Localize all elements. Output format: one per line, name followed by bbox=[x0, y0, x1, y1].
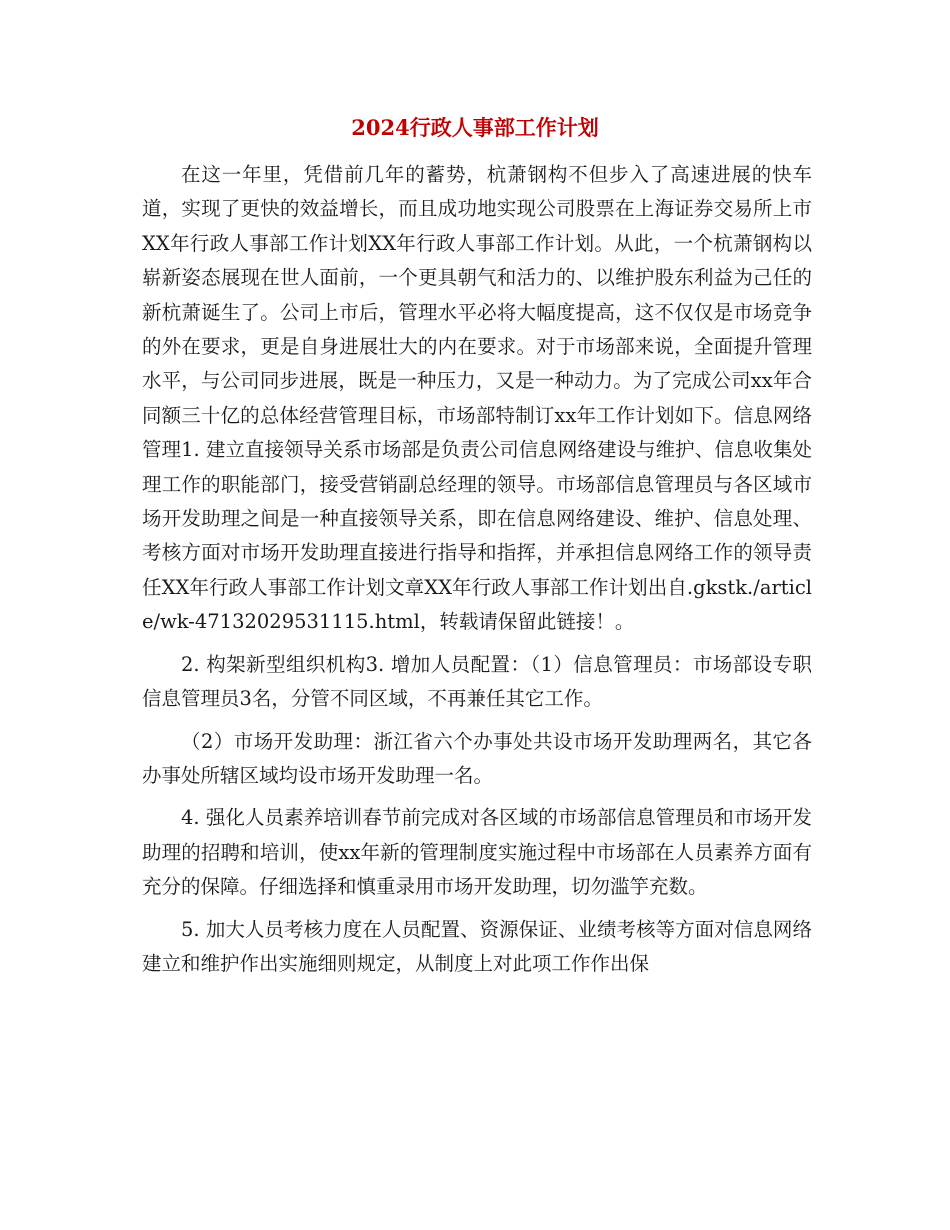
paragraph-market-assistant: （2）市场开发助理：浙江省六个办事处共设市场开发助理两名，其它各办事处所辖区域均设市场开发助理一名。 bbox=[142, 729, 812, 787]
paragraph-assessment: 5. 加大人员考核力度在人员配置、资源保证、业绩考核等方面对信息网络建立和维护作出实施细则规定，从制度上对此项工作作出保 bbox=[142, 917, 812, 975]
paragraph-training: 4. 强化人员素养培训春节前完成对各区域的市场部信息管理员和市场开发助理的招聘和培训，使xx年新的管理制度实施过程中市场部在人员素养方面有充分的保障。仔细选择和慎重录用市场开发助理，切勿滥竽充数。 bbox=[142, 806, 812, 899]
paragraph-intro: 在这一年里，凭借前几年的蓄势，杭萧钢构不但步入了高速进展的快车道，实现了更快的效益增长，而且成功地实现公司股票在上海证券交易所上市XX年行政人事部工作计划XX年行政人事部工作计划。从此，一个杭萧钢构以崭新姿态展现在世人面前，一个更具朝气和活力的、以维护股东利益为己任的新杭萧诞生了。公司上市后，管理水平必将大幅度提高，这不仅仅是市场竞争的外在要求，更是自身进展壮大的内在要求。对于市场部来说，全面提升管理水平，与公司同步进展，既是一种压力，又是一种动力。为了完成公司xx年合同额三十亿的总体经营管理目标，市场部特制订xx年工作计划如下。信息网络管理1. 建立直接领导关系市场部是负责公司信息网络建设与维护、信息收集处理工作的职能部门，接受营销副总经理的领导。市场部信息管理员与各区域市场开发助理之间是一种直接领导关系，即在信息网络建设、维护、信息处理、考核方面对市场开发助理直接进行指导和指挥，并承担信息网络工作的领导责任XX年行政人事部工作计划文章XX年行政人事部工作计划出自.gkstk./article/wk-47132029531115.html，转载请保留此链接！。 bbox=[142, 163, 812, 634]
document-body bbox=[142, 158, 812, 981]
paragraph-org-structure: 2. 构架新型组织机构3. 增加人员配置：（1）信息管理员：市场部设专职信息管理员3名，分管不同区域，不再兼任其它工作。 bbox=[142, 652, 812, 711]
document-title: 2024行政人事部工作计划 bbox=[351, 115, 599, 140]
